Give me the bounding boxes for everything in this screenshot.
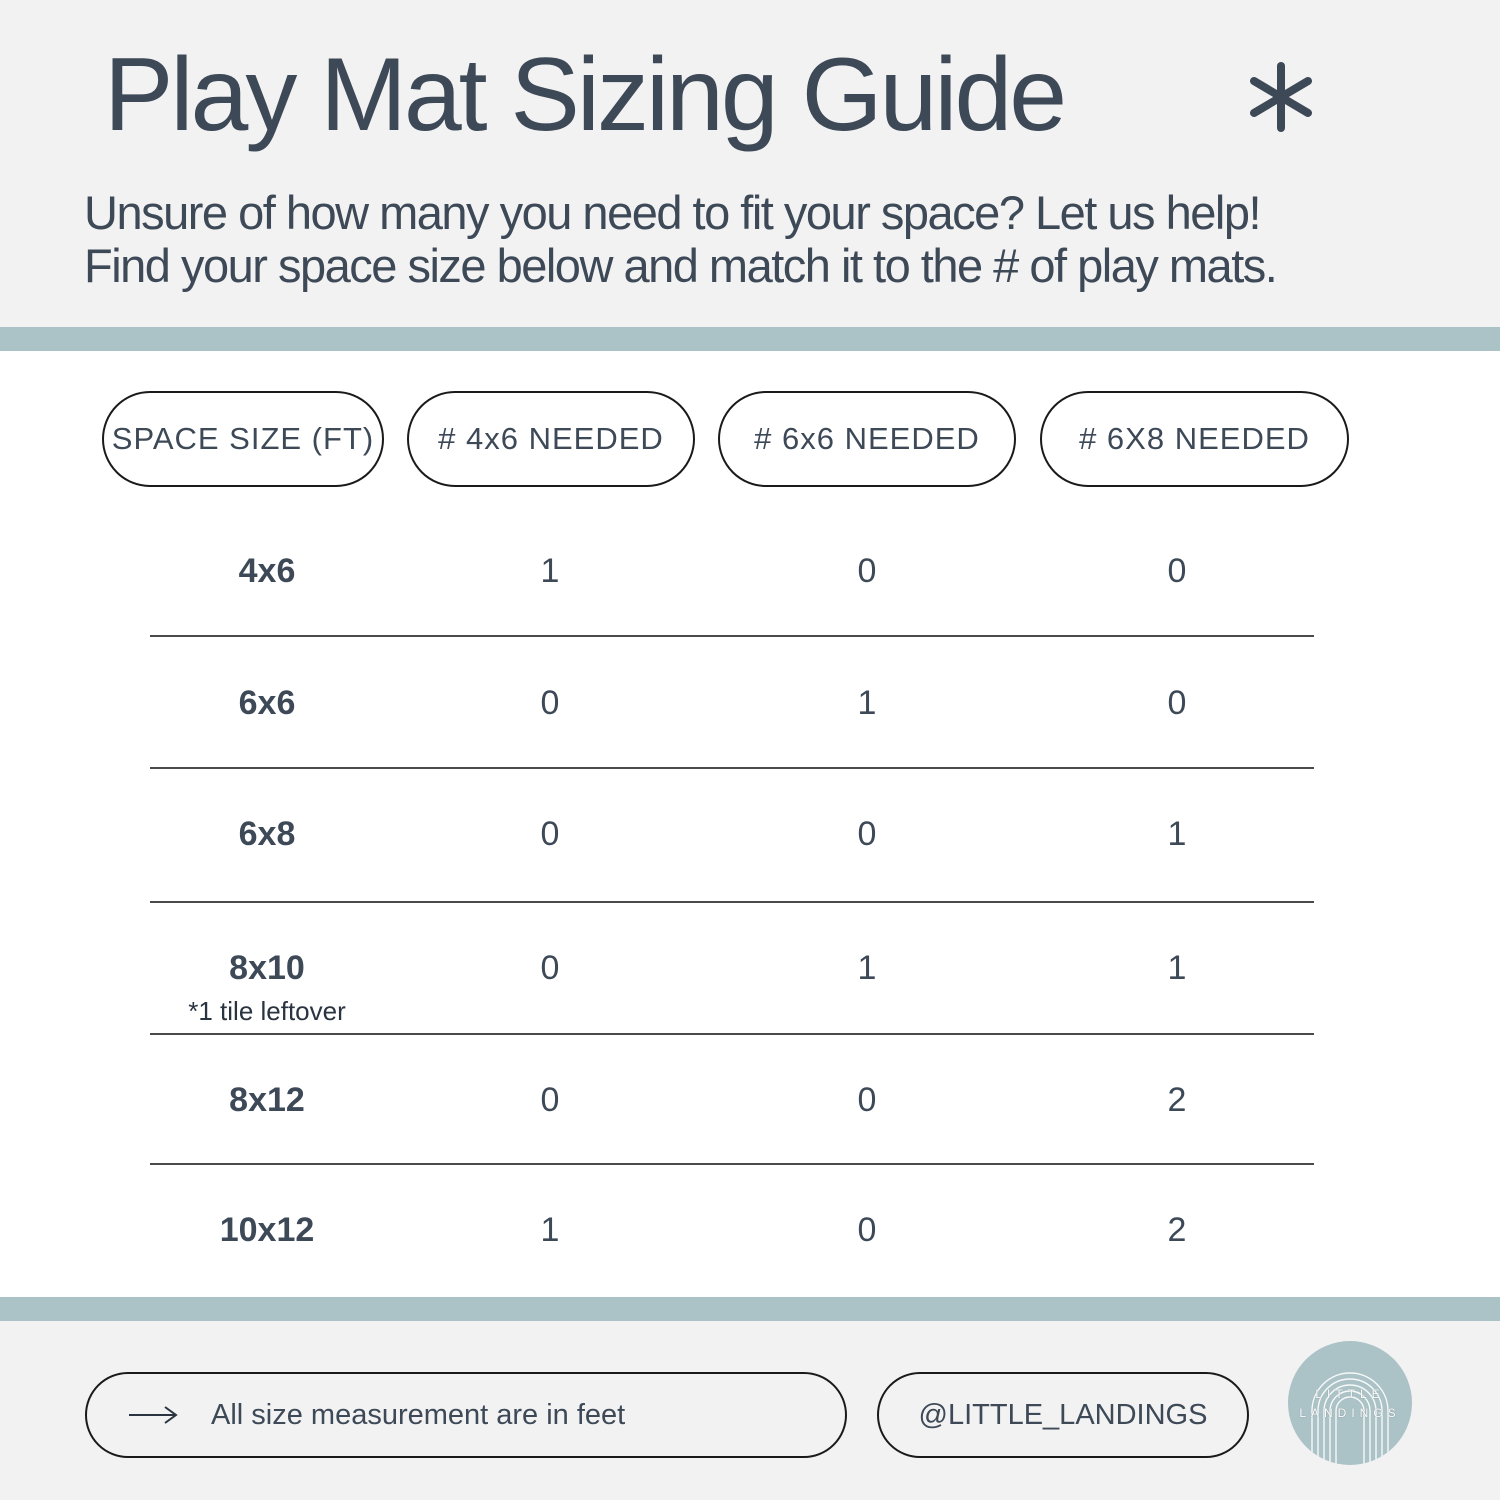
row-1-size: 4x6 (238, 552, 296, 590)
row-2-6x6: 1 (857, 684, 877, 722)
row-3-4x6: 0 (540, 815, 560, 853)
row-1-6x8: 0 (1167, 552, 1187, 590)
logo-text-line-1: LITTLE (1315, 1387, 1385, 1401)
row-5-size: 8x12 (229, 1081, 305, 1119)
asterisk-icon (1244, 60, 1318, 134)
row-divider (150, 901, 1314, 903)
top-divider-band (0, 327, 1500, 351)
social-handle-pill (877, 1372, 1249, 1458)
row-3-size: 6x8 (238, 815, 296, 853)
row-5-4x6: 0 (540, 1081, 560, 1119)
subtitle-line-1: Unsure of how many you need to fit your space? Let us help! (84, 186, 1261, 239)
row-6-6x6: 0 (857, 1211, 877, 1249)
row-4-4x6: 0 (540, 949, 560, 987)
row-2-6x8: 0 (1167, 684, 1187, 722)
row-4-size: 8x10 (229, 949, 305, 987)
row-3-6x6: 0 (857, 815, 877, 853)
row-4-6x6: 1 (857, 949, 877, 987)
row-2-4x6: 0 (540, 684, 560, 722)
row-2-size: 6x6 (238, 684, 296, 722)
row-4-6x8: 1 (1167, 949, 1187, 987)
row-1-6x6: 0 (857, 552, 877, 590)
subtitle (84, 186, 1276, 292)
header-space-size: SPACE SIZE (FT) (102, 391, 384, 487)
row-3-6x8: 1 (1167, 815, 1187, 853)
row-6-4x6: 1 (540, 1211, 560, 1249)
row-4-note: *1 tile leftover (188, 996, 346, 1026)
arrow-right-icon (127, 1405, 179, 1425)
row-5-6x8: 2 (1167, 1081, 1187, 1119)
row-5-6x6: 0 (857, 1081, 877, 1119)
row-divider (150, 1163, 1314, 1165)
measurement-note-text: All size measurement are in feet (211, 1398, 626, 1431)
row-divider (150, 767, 1314, 769)
row-6-size: 10x12 (219, 1211, 315, 1249)
brand-logo (1288, 1341, 1412, 1465)
social-handle-text: @LITTLE_LANDINGS (918, 1398, 1208, 1431)
header-6x8-needed: # 6X8 NEEDED (1040, 391, 1349, 487)
subtitle-line-2: Find your space size below and match it to the # of play mats. (84, 239, 1277, 292)
measurement-note-pill (85, 1372, 847, 1458)
header-6x6-needed: # 6x6 NEEDED (718, 391, 1016, 487)
row-divider (150, 635, 1314, 637)
logo-text-line-2: LANDINGS (1299, 1406, 1401, 1420)
rainbow-arch-icon (1288, 1341, 1412, 1465)
row-6-6x8: 2 (1167, 1211, 1187, 1249)
row-1-4x6: 1 (540, 552, 560, 590)
page-title: Play Mat Sizing Guide (104, 37, 1065, 153)
bottom-divider-band (0, 1297, 1500, 1321)
row-divider (150, 1033, 1314, 1035)
header-4x6-needed: # 4x6 NEEDED (407, 391, 695, 487)
